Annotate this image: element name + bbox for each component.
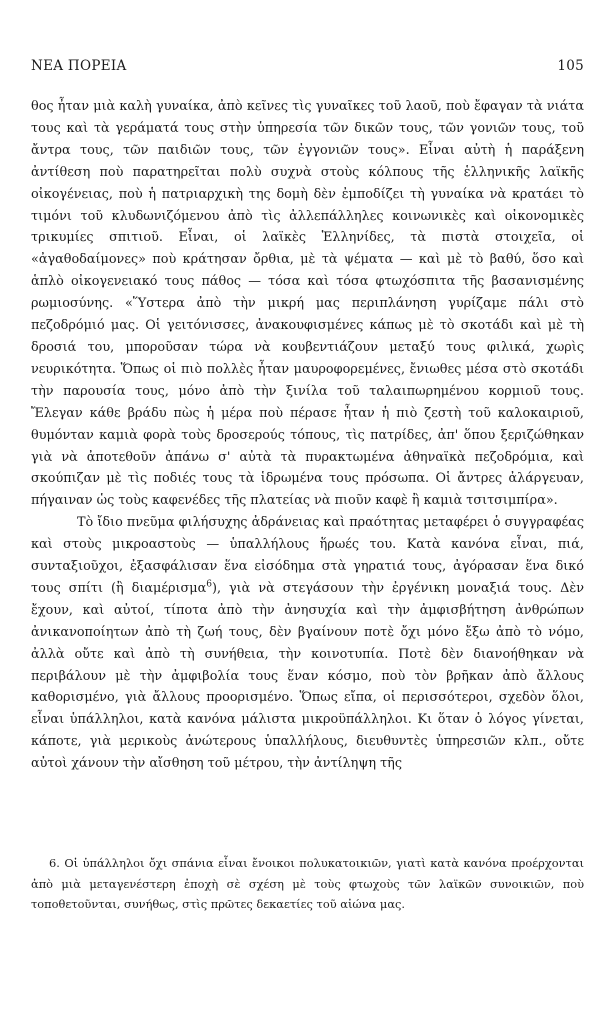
paragraph-new: [31, 512, 584, 775]
book-page: [31, 0, 584, 1024]
paragraph-text-part: Τὸ ἴδιο πνεῦμα φιλήσυχης ἀδράνειας καὶ πραότητας μεταφέρει ὁ συγγραφέας καὶ στοὺς μικροαστοὺς — ὑπαλλήλους ἥρωές του. Κατὰ κανόνα εἶναι, πιά, συνταξιοῦχοι, ἐξασφάλισαν ἕνα εἰσόδημα στὰ γηρατιά τους, ἀγόρασαν ἕνα δικό τους σπίτι (ἢ διαμέρισμα: [31, 515, 584, 596]
footnote-text: 6. Οἱ ὑπάλληλοι ὄχι σπάνια εἶναι ἔνοικοι πολυκατοικιῶν, γιατὶ κατὰ κανόνα προέρχονται ἀπὸ μιὰ μεταγενέστερη ἐποχὴ σὲ σχέση μὲ τοὺς φτωχοὺς τῶν λαϊκῶν συνοικιῶν, ποὺ τοποθετοῦνται, συνήθως, στὶς πρῶτες δεκαετίες τοῦ αἰώνα μας.: [31, 856, 584, 911]
running-title: ΝΕΑ ΠΟΡΕΙΑ: [31, 58, 127, 74]
paragraph-continued: θος ἦταν μιὰ καλὴ γυναίκα, ἀπὸ κεῖνες τὶς γυναῖκες τοῦ λαοῦ, ποὺ ἔφαγαν τὰ νιάτα τους καὶ τὰ γεράματά τους στὴν ὑπηρεσία τῶν δικῶν τους, τῶν γονιῶν τους, τοῦ ἄντρα τους, τῶν παιδιῶν τους, τῶν ἐγγονιῶν τους». Εἶναι αὐτὴ ἡ παράξενη ἀντίθεση ποὺ παρατηρεῖται πολὺ συχνὰ στοὺς κόλπους τῆς ἑλληνικῆς λαϊκῆς οἰκογένειας, ποὺ ἡ πατριαρχικὴ της δομὴ δὲν ἐμποδίζει τὴ γυναίκα νὰ κρατάει τὸ τιμόνι τοῦ κλυδωνιζόμενου ἀπὸ τὶς ἀλλεπάλληλες κοινωνικὲς καὶ οἰκονομικὲς τρικυμίες σπιτιοῦ. Εἶναι, οἱ λαϊκὲς Ἑλληνίδες, τὰ πιστὰ στοιχεῖα, οἱ «ἀγαθοδαίμονες» ποὺ κράτησαν ὄρθια, μὲ τὰ ψέματα — καὶ μὲ τὸ βαθύ, ὅσο καὶ ἁπλὸ οἰκογενειακό τους πάθος — τόσα καὶ τόσα φτωχόσπιτα τῆς βασανισμένης ρωμιοσύνης. «Ὕστερα ἀπὸ τὴν μικρή μας περιπλάνηση γυρίζαμε πάλι στὸ πεζοδρόμιό μας. Οἱ γειτόνισσες, ἀνακουφισμένες κάπως μὲ τὸ σκοτάδι καὶ μὲ τὴ δροσιά του, μποροῦσαν τώρα νὰ κουβεντιάζουν μεταξύ τους φιλικά, χωρὶς νευρικότητα. Ὅπως οἱ πιὸ πολλὲς ἦταν μαυροφορεμένες, ἔνιωθες μέσα στὸ σκοτάδι τὴν παρουσία τους, μόνο ἀπὸ τὴν ξινίλα τοῦ ταλαιπωρημένου κορμιοῦ τους. Ἔλεγαν κάθε βράδυ πὼς ἡ μέρα ποὺ πέρασε ἦταν ἡ πιὸ ζεστὴ τοῦ καλοκαιριοῦ, θυμόνταν καμιὰ φορὰ τοὺς δροσερούς τόπους, τὶς πατρίδες, ἀπ' ὅπου ξεριζώθηκαν γιὰ νὰ ἀποτεθοῦν ἀπάνω σ' αὐτὰ τὰ πυρακτωμένα ἀθηναϊκὰ πεζοδρόμια, καὶ σκούπιζαν μὲ τὶς ποδιές τους τὰ ἱδρωμένα τους πρόσωπα. Οἱ ἄντρες ἀλάργευαν, πήγαιναν ὡς τοὺς καφενέδες τῆς πλατείας νὰ πιοῦν καφὲ ἢ καμιὰ τσιτσιμπίρα».: [31, 99, 584, 509]
body-text: [31, 96, 584, 775]
footnote: [31, 853, 584, 915]
paragraph-text-part: ), γιὰ νὰ στεγάσουν τὴν ἐργένικη μοναξιά τους. Δὲν ἔχουν, καὶ αὐτοί, τίποτα ἀπὸ τὴν ἀνησυχία καὶ τὴν ἀμφισβήτηση ἀνθρώπων ἀνικανοποίητων ἀπὸ τὴ ζωή τους, δὲν βγαίνουν ποτὲ ὄχι μόνο ἔξω ἀπὸ τὸ νόμο, ἀλλὰ οὔτε καὶ ἀπὸ τὴ συνήθεια, τὴν κοινοτυπία. Ποτὲ δὲν διανοήθηκαν νὰ περιβάλουν μὲ τὴν ἀμφιβολία τους ἕναν κόσμο, ποὺ τὸν βρῆκαν ἀπὸ ἄλλους καθορισμένο, γιὰ ἄλλους προορισμένο. Ὅπως εἴπα, οἱ περισσότεροι, σχεδὸν ὅλοι, εἶναι ὑπάλληλοι, κατὰ κανόνα μάλιστα μικροϋπάλληλοι. Κι ὅταν ὁ λόγος γίνεται, κάποτε, γιὰ μερικοὺς ἀνώτερους ὑπαλλήλους, διευθυντὲς ὑπηρεσιῶν κλπ., οὔτε αὐτοὶ χάνουν τὴν αἴσθηση τοῦ μέτρου, τὴν ἀντίληψη τῆς: [31, 580, 584, 772]
footnote-reference[interactable]: 6: [206, 579, 212, 590]
page-header: [31, 58, 584, 78]
page-number: 105: [557, 58, 584, 74]
